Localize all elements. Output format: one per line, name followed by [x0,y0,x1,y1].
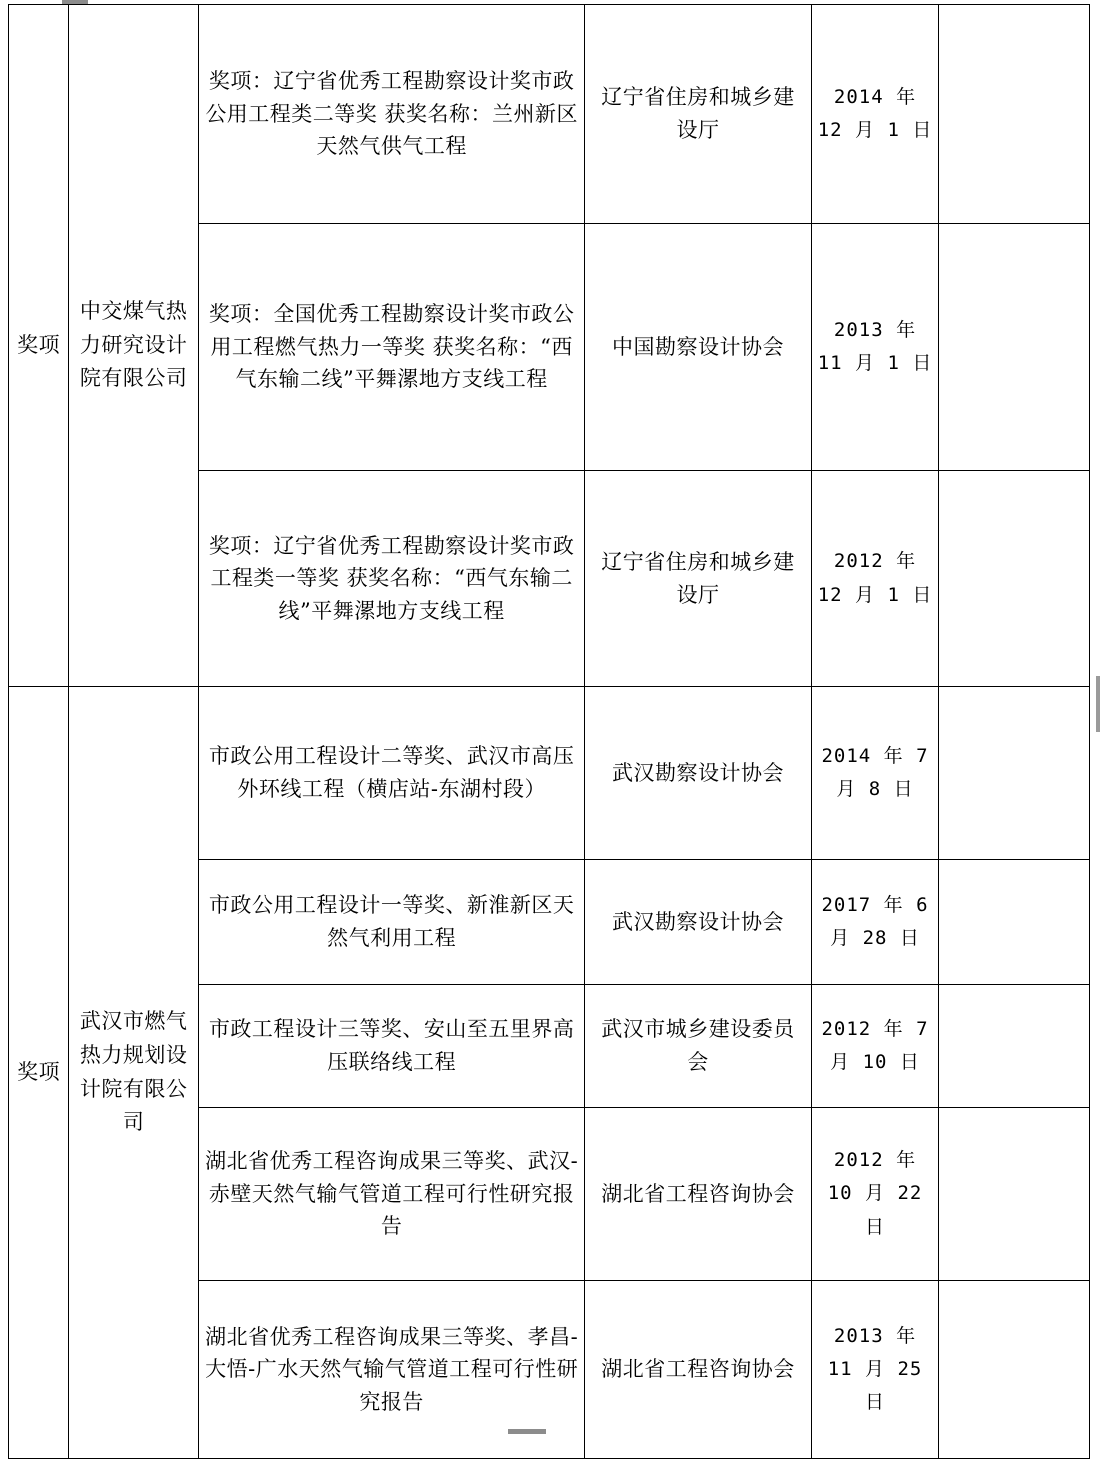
award-text: 市政公用工程设计一等奖、新淮新区天然气利用工程 [208,893,575,950]
issuer-text: 武汉勘察设计协会 [611,909,784,934]
award-text: 市政工程设计三等奖、安山至五里界高压联络线工程 [208,1017,575,1074]
group-label-cell [9,687,69,1459]
date-cell [811,1108,939,1281]
award-cell [199,471,585,687]
issuer-cell [585,471,811,687]
date-text: 2014 年 12 月 1 日 [817,85,933,141]
issuer-text: 湖北省工程咨询协会 [601,1181,795,1206]
award-cell [199,860,585,985]
issuer-cell [585,687,811,860]
notes-cell [939,687,1090,860]
award-text: 湖北省优秀工程咨询成果三等奖、武汉-赤壁天然气输气管道工程可行性研究报告 [205,1149,579,1239]
date-cell [811,985,939,1108]
date-text: 2012 年 12 月 1 日 [817,550,933,606]
award-text: 奖项：辽宁省优秀工程勘察设计奖市政公用工程类二等奖 获奖名称：兰州新区天然气供气工程 [205,69,578,159]
award-cell [199,224,585,471]
issuer-text: 辽宁省住房和城乡建设厅 [601,85,795,142]
date-cell [811,1281,939,1459]
award-text: 湖北省优秀工程咨询成果三等奖、孝昌-大悟-广水天然气输气管道工程可行性研究报告 [205,1324,579,1414]
scan-artifact-right [1096,676,1100,732]
date-cell [811,5,939,224]
date-text: 2014 年 7 月 8 日 [821,744,929,800]
date-cell [811,471,939,687]
date-cell [811,860,939,985]
notes-cell [939,860,1090,985]
notes-cell [939,985,1090,1108]
notes-cell [939,1108,1090,1281]
notes-cell [939,1281,1090,1459]
award-cell [199,687,585,860]
group-label-text: 奖项 [17,1060,61,1085]
issuer-cell [585,1108,811,1281]
award-cell [199,985,585,1108]
notes-cell [939,224,1090,471]
group-label-text: 奖项 [17,333,61,358]
date-text: 2017 年 6 月 28 日 [821,893,929,949]
group-company-cell [69,5,199,687]
awards-table [8,4,1090,1459]
award-cell [199,1281,585,1459]
issuer-text: 武汉市城乡建设委员会 [601,1017,795,1074]
issuer-cell [585,1281,811,1459]
notes-cell [939,5,1090,224]
issuer-text: 中国勘察设计协会 [611,334,784,359]
award-cell [199,1108,585,1281]
notes-cell [939,471,1090,687]
company-name-text: 武汉市燃气热力规划设计院有限公司 [79,1009,188,1135]
issuer-text: 武汉勘察设计协会 [611,760,784,785]
award-text: 奖项：辽宁省优秀工程勘察设计奖市政工程类一等奖 获奖名称：“西气东输二线”平舞漯地方支线工程 [208,533,575,623]
date-text: 2013 年 11 月 1 日 [817,318,933,374]
company-name-text: 中交煤气热力研究设计院有限公司 [79,299,188,391]
date-text: 2012 年 7 月 10 日 [821,1017,929,1073]
award-cell [199,5,585,224]
award-text: 奖项：全国优秀工程勘察设计奖市政公用工程燃气热力一等奖 获奖名称：“西气东输二线”平舞漯地方支线工程 [208,302,575,392]
issuer-cell [585,985,811,1108]
date-cell [811,687,939,860]
issuer-cell [585,5,811,224]
table-row [9,687,1090,860]
group-label-cell [9,5,69,687]
award-text: 市政公用工程设计二等奖、武汉市高压外环线工程（横店站-东湖村段） [208,744,575,801]
table-row [9,5,1090,224]
date-cell [811,224,939,471]
group-company-cell [69,687,199,1459]
date-text: 2012 年 10 月 22 日 [827,1149,923,1238]
issuer-text: 辽宁省住房和城乡建设厅 [601,549,795,607]
date-text: 2013 年 11 月 25 日 [827,1324,923,1414]
issuer-cell [585,224,811,471]
issuer-text: 湖北省工程咨询协会 [601,1357,795,1382]
issuer-cell [585,860,811,985]
